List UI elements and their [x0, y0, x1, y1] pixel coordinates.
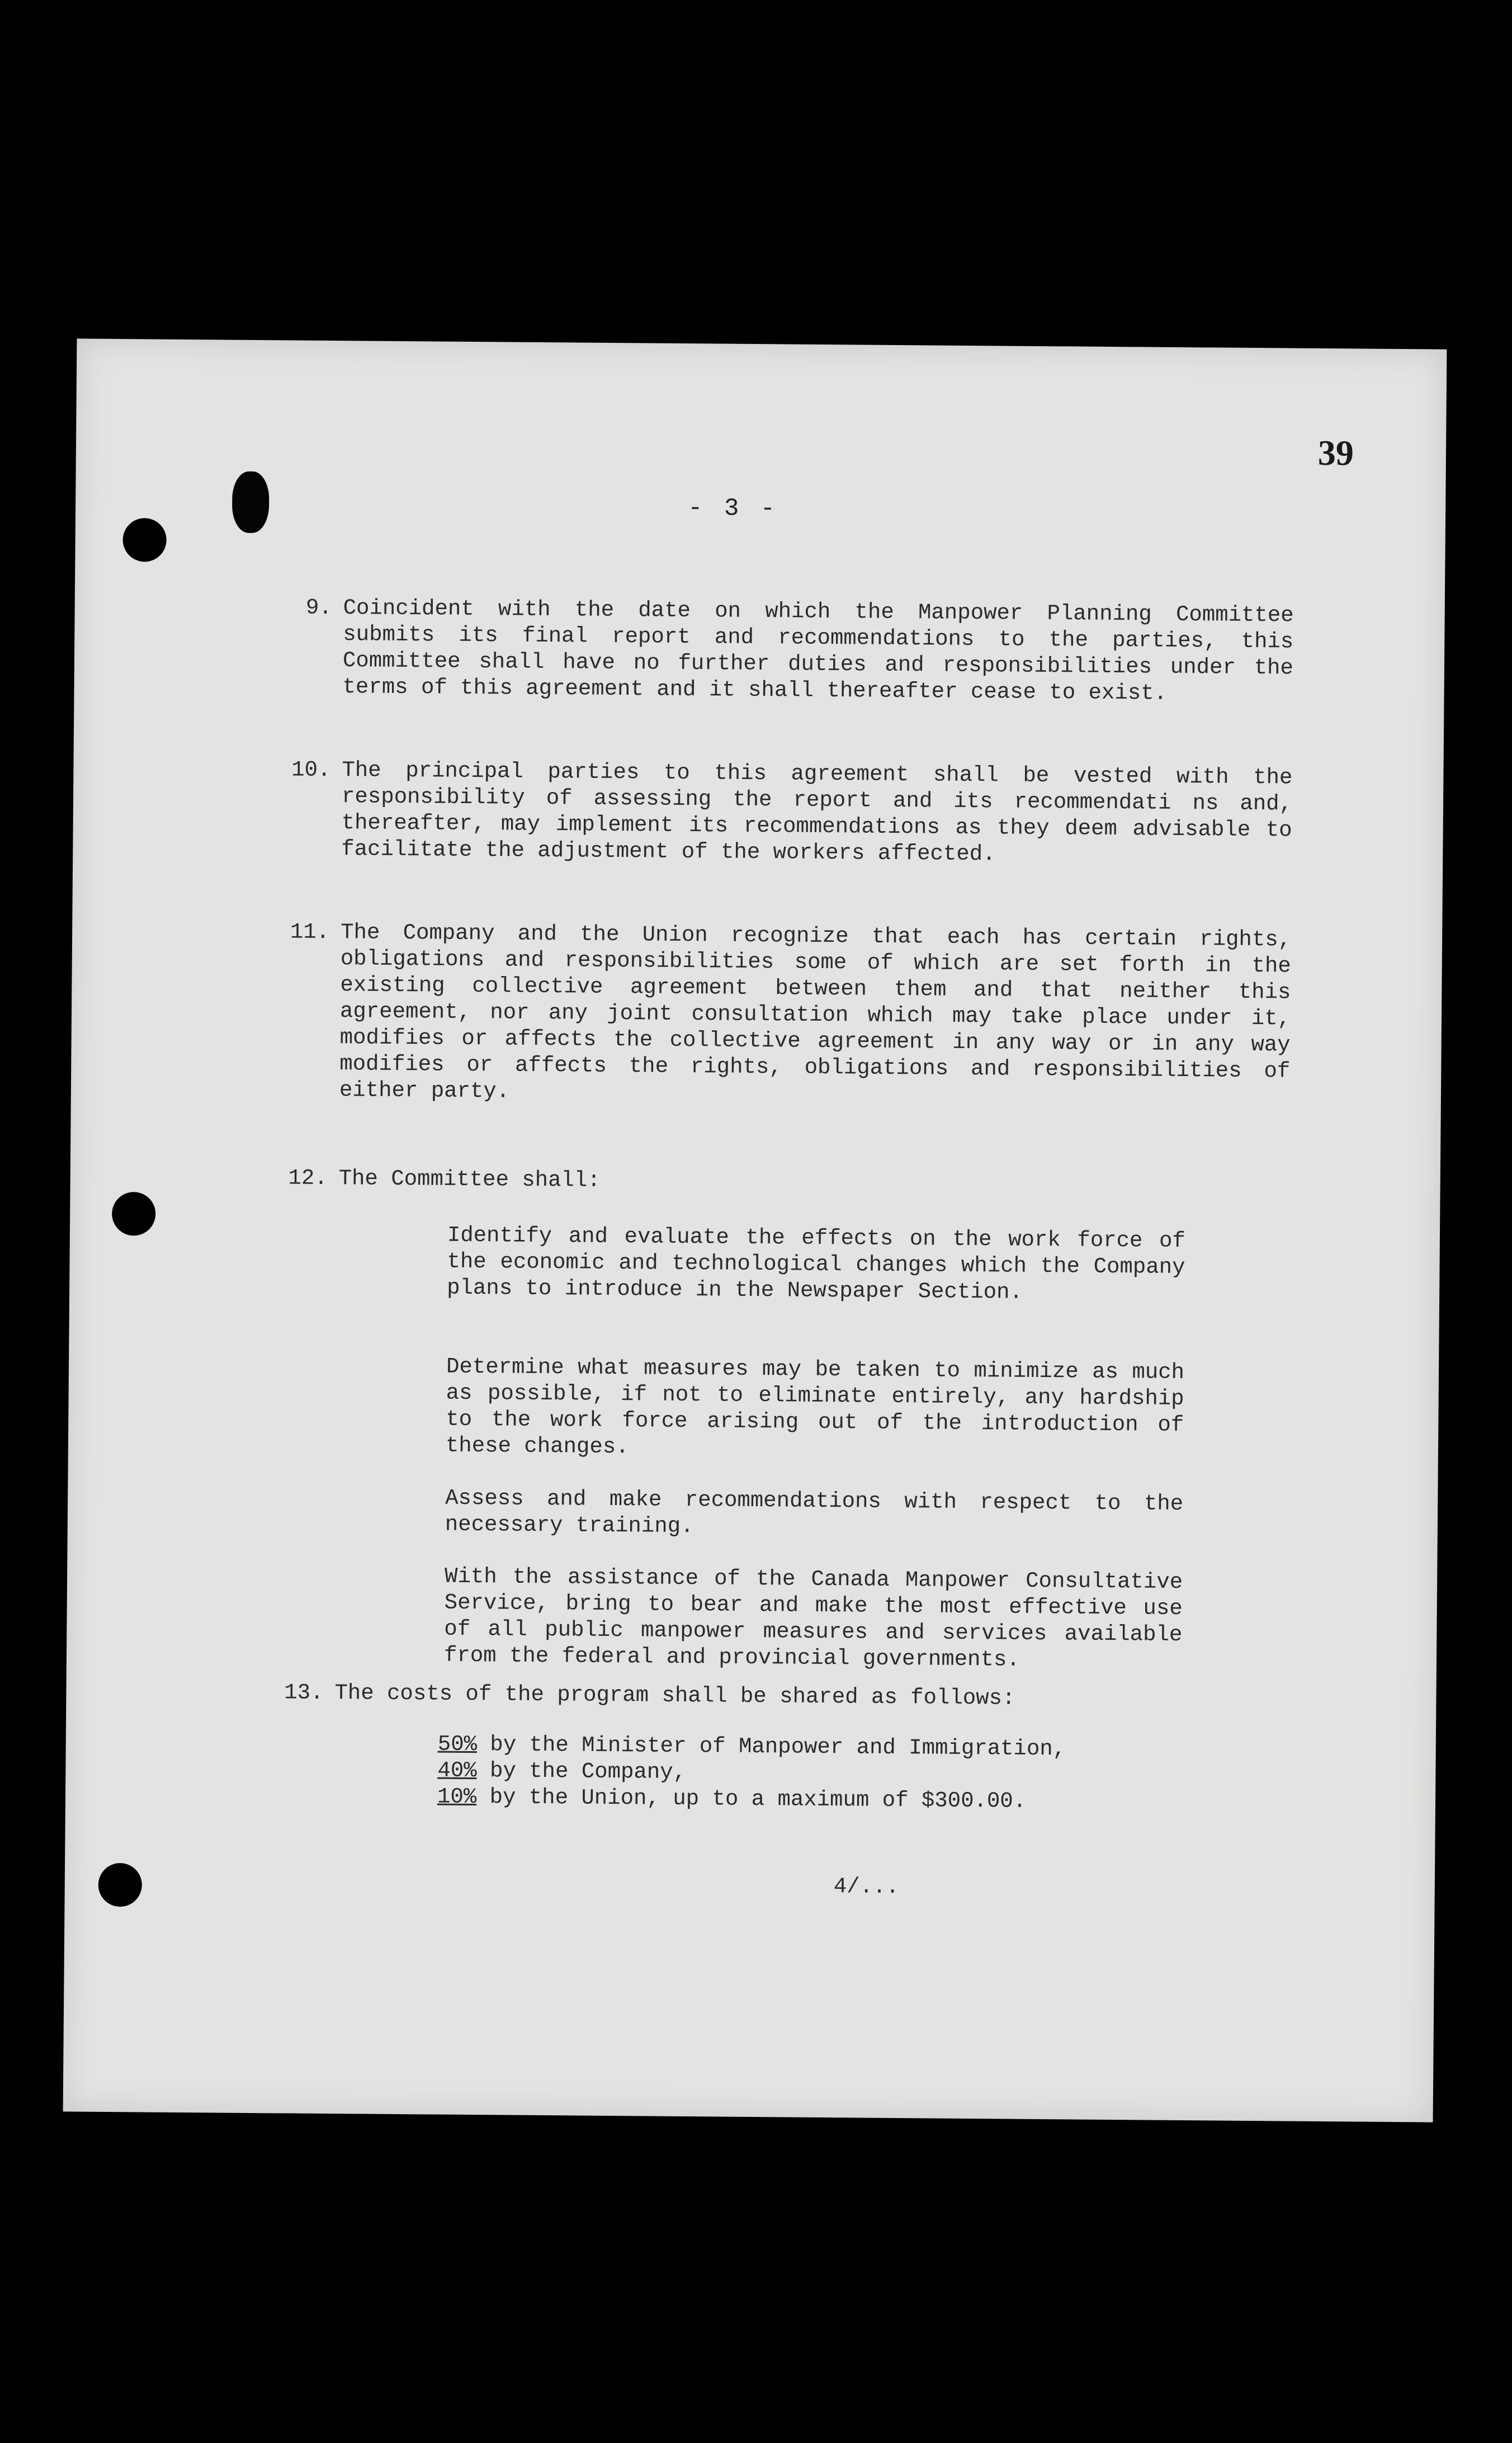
- cost-share-percent: 50%: [437, 1732, 478, 1757]
- cost-share-item: [437, 1784, 1066, 1815]
- committee-duty: Determine what measures may be taken to minimize as much as possible, if not to eliminate entirely, any hardship to the work force arising out of the introduction of these changes.: [445, 1354, 1185, 1460]
- clause-number: 13.: [284, 1680, 324, 1705]
- cost-share-text: by the Union, up to a maximum of $300.00.: [476, 1785, 1027, 1814]
- committee-duty: With the assistance of the Canada Manpower Consultative Service, bring to bear and make the most effective use of all public manpower measures and services available from the federal and provincial governments.: [443, 1564, 1183, 1672]
- clause-9: [305, 595, 1294, 708]
- punch-hole: [112, 1192, 156, 1236]
- clause-text: The costs of the program shall be shared as follows:: [334, 1681, 1015, 1711]
- cost-share-text: by the Minister of Manpower and Immigration,: [476, 1732, 1066, 1762]
- clause-text: The Company and the Union recognize that each has certain rights, obligations and responsibilities some of which are set forth in the existing collective agreement between them and that neither this agreement, nor any joint consultation which may take place under it, modifies or affects the collective agreement in any way or in any way modifies or affects the rights, obligations and responsibilities of either party.: [339, 920, 1292, 1104]
- cost-share-percent: 40%: [437, 1758, 477, 1784]
- clause-text: The principal parties to this agreement shall be vested with the responsibility of assessing the report and its recommendati ns and, thereafter, may implement its recommendations as they deem advisable to facilitate the adjustment of the workers affected.: [341, 758, 1293, 867]
- clause-11: [290, 919, 1292, 1111]
- committee-duty: Assess and make recommendations with respect to the necessary training.: [445, 1485, 1184, 1539]
- clause-number: 12.: [288, 1166, 328, 1191]
- ink-blot: [232, 471, 270, 534]
- clause-number: 10.: [291, 757, 331, 783]
- cost-share-list: [437, 1732, 1066, 1815]
- punch-hole: [122, 518, 167, 562]
- cost-share-text: by the Company,: [476, 1758, 687, 1785]
- punch-hole: [98, 1863, 142, 1907]
- clause-number: 9.: [305, 595, 332, 621]
- committee-duty: Identify and evaluate the effects on the work force of the economic and technological changes which the Company plans to introduce in the Newspaper Section.: [447, 1223, 1186, 1305]
- clause-10: [291, 757, 1293, 870]
- continuation-marker: 4/...: [833, 1874, 899, 1900]
- document-page: [63, 338, 1447, 2122]
- page-number-stamp: 39: [1317, 432, 1354, 473]
- clause-text: Coincident with the date on which the Manpower Planning Committee submits its final report and recommendations to the parties, this Committee shall have no further duties and responsibilities under the terms of this agreement and it shall thereafter cease to exist.: [342, 596, 1294, 706]
- cost-share-percent: 10%: [437, 1784, 477, 1810]
- clause-13: [284, 1680, 1285, 1714]
- page-header: - 3 -: [687, 494, 779, 524]
- clause-12: [288, 1166, 1289, 1199]
- clause-number: 11.: [290, 919, 330, 945]
- clause-text: The Committee shall:: [338, 1166, 601, 1193]
